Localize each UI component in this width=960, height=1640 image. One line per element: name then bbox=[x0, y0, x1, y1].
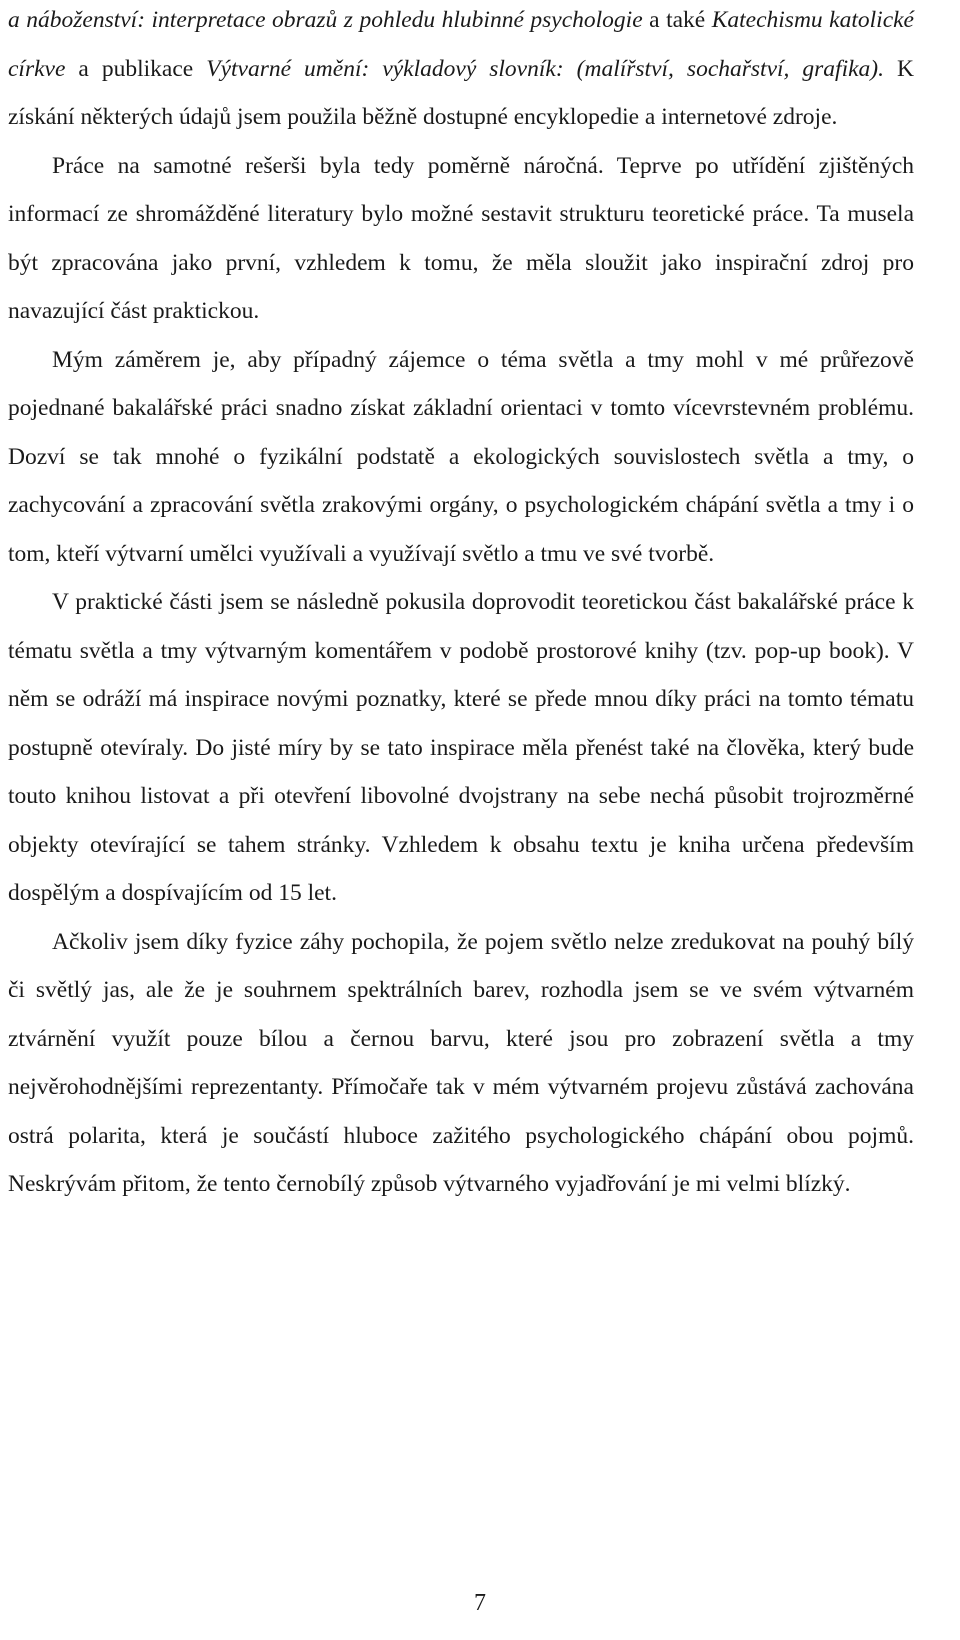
body-text bbox=[8, 0, 914, 1209]
paragraph: V praktické části jsem se následně pokusila doprovodit teoretickou část bakalářské práce k tématu světla a tmy výtvarným komentářem v podobě prostorové knihy (tzv. pop-up book). V něm se odráží má inspirace novými poznatky, které se přede mnou díky práci na tomto tématu postupně otevíraly. Do jisté míry by se tato inspirace měla přenést také na člověka, který bude touto knihou listovat a při otevření libovolné dvojstrany na sebe nechá působit trojrozměrné objekty otevírající se tahem stránky. Vzhledem k obsahu textu je kniha určena především dospělým a dospívajícím od 15 let. bbox=[8, 589, 914, 906]
paragraph-text: a publikace bbox=[65, 55, 207, 82]
italic-title-3: Výtvarné umění: výkladový slovník: (malířství, sochařství, grafika). bbox=[206, 55, 884, 82]
page-number: 7 bbox=[474, 1590, 486, 1616]
italic-title-2: Katechismu katolické církve bbox=[8, 7, 914, 82]
paragraph-continuation bbox=[8, 0, 914, 142]
paragraph-text: K získání některých údajů jsem použila běžně dostupné encyklopedie a internetové zdroje. bbox=[8, 55, 914, 130]
paragraph: Ačkoliv jsem díky fyzice záhy pochopila, že pojem světlo nelze zredukovat na pouhý bílý či světlý jas, ale že je souhrnem spektrálních barev, rozhodla jsem se ve svém výtvarném ztvárnění využít pouze bílou a černou barvu, které jsou pro zobrazení světla a tmy nejvěrohodnějšími reprezentanty. Přímočaře tak v mém výtvarném projevu zůstává zachována ostrá polarita, která je součástí hluboce zažitého psychologického chápání obou pojmů. Neskrývám přitom, že tento černobílý způsob výtvarného vyjadřování je mi velmi blízký. bbox=[8, 928, 914, 1197]
paragraph-text: a také bbox=[642, 7, 712, 33]
italic-title-1: a náboženství: interpretace obrazů z pohledu hlubinné psychologie bbox=[8, 7, 643, 33]
paragraph: Mým záměrem je, aby případný zájemce o téma světla a tmy mohl v mé průřezově pojednané bakalářské práci snadno získat základní orientaci v tomto vícevrstevném problému. Dozví se tak mnohé o fyzikální podstatě a ekologických souvislostech světla a tmy, o zachycování a zpracování světla zrakovými orgány, o psychologickém chápání světla a tmy i o tom, kteří výtvarní umělci využívali a využívají světlo a tmu ve své tvorbě. bbox=[8, 346, 914, 567]
paragraph: Práce na samotné rešerši byla tedy poměrně náročná. Teprve po utřídění zjištěných informací ze shromážděné literatury bylo možné sestavit strukturu teoretické práce. Ta musela být zpracována jako první, vzhledem k tomu, že měla sloužit jako inspirační zdroj pro navazující část praktickou. bbox=[8, 152, 914, 324]
